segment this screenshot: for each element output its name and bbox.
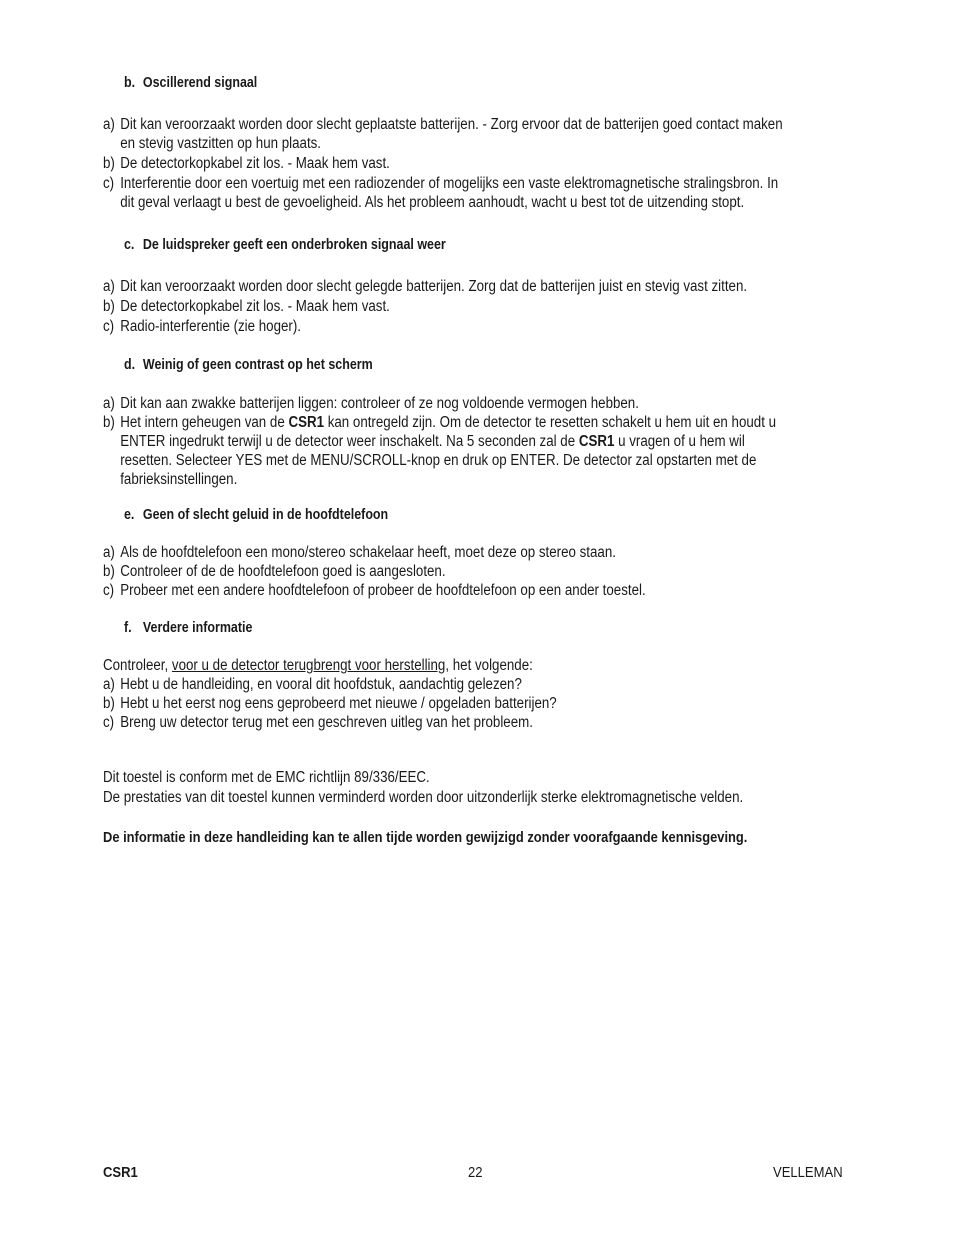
list-text: u vragen of u hem wil bbox=[614, 433, 745, 450]
list-text: De detectorkopkabel zit los. - Maak hem vast. bbox=[120, 155, 390, 172]
section-d-list bbox=[103, 394, 954, 489]
section-b-list bbox=[103, 115, 954, 212]
list-text: Dit kan aan zwakke batterijen liggen: controleer of ze nog voldoende vermogen hebben. bbox=[120, 395, 639, 412]
section-f-intro bbox=[103, 656, 533, 675]
list-text: resetten. Selecteer YES met de MENU/SCROLL-knop en druk op ENTER. De detector zal opstarten met de bbox=[120, 452, 757, 469]
list-letter: a) bbox=[103, 544, 115, 561]
footer-page-number: 22 bbox=[468, 1165, 483, 1181]
list-text: Probeer met een andere hoofdtelefoon of probeer de hoofdtelefoon op een ander toestel. bbox=[120, 582, 646, 599]
section-heading-e bbox=[124, 506, 388, 525]
list-text: kan ontregeld zijn. Om de detector te resetten schakelt u hem uit en houdt u bbox=[324, 414, 777, 431]
list-text: Als de hoofdtelefoon een mono/stereo schakelaar heeft, moet deze op stereo staan. bbox=[120, 544, 616, 561]
section-title: De luidspreker geeft een onderbroken signaal weer bbox=[142, 237, 446, 253]
list-item bbox=[103, 413, 860, 489]
list-item bbox=[103, 317, 860, 336]
list-letter: c) bbox=[103, 714, 115, 731]
list-text: De detectorkopkabel zit los. - Maak hem vast. bbox=[120, 298, 390, 315]
list-letter: b) bbox=[103, 414, 115, 431]
list-letter: b) bbox=[103, 695, 115, 712]
list-letter: b) bbox=[103, 155, 115, 172]
section-heading-d bbox=[124, 356, 373, 375]
compliance-line: De prestaties van dit toestel kunnen verminderd worden door uitzonderlijk sterke elektromagnetische velden. bbox=[103, 789, 744, 806]
section-heading-c bbox=[124, 236, 446, 255]
list-letter: c) bbox=[103, 582, 115, 599]
list-text: Radio-interferentie (zie hoger). bbox=[120, 318, 301, 335]
list-text: Dit kan veroorzaakt worden door slecht geplaatste batterijen. - Zorg ervoor dat de batterijen goed contact maken bbox=[120, 116, 783, 133]
list-text: ENTER ingedrukt terwijl u de detector weer inschakelt. Na 5 seconden zal de bbox=[120, 433, 579, 450]
list-item bbox=[103, 675, 860, 694]
section-number: c. bbox=[124, 237, 135, 253]
intro-underlined: voor u de detector terugbrengt voor herstelling, bbox=[171, 657, 450, 674]
list-item bbox=[103, 713, 860, 732]
section-number: b. bbox=[124, 75, 136, 91]
list-item bbox=[103, 154, 860, 173]
list-text: Dit kan veroorzaakt worden door slecht gelegde batterijen. Zorg dat de batterijen juist en stevig vast zitten. bbox=[120, 278, 748, 295]
list-letter: a) bbox=[103, 116, 115, 133]
section-f-list bbox=[103, 675, 954, 732]
list-item bbox=[103, 562, 860, 581]
list-item bbox=[103, 394, 860, 413]
list-letter: b) bbox=[103, 563, 115, 580]
change-notice: De informatie in deze handleiding kan te allen tijde worden gewijzigd zonder voorafgaande kennisgeving. bbox=[103, 829, 748, 846]
footer-model: CSR1 bbox=[103, 1165, 138, 1181]
section-heading-b bbox=[124, 74, 257, 93]
list-text: Hebt u het eerst nog eens geprobeerd met nieuwe / opgeladen batterijen? bbox=[120, 695, 557, 712]
section-number: e. bbox=[124, 507, 135, 523]
section-title: Oscillerend signaal bbox=[142, 75, 258, 91]
footer-brand: VELLEMAN bbox=[773, 1165, 843, 1181]
list-letter: c) bbox=[103, 175, 115, 192]
list-letter: a) bbox=[103, 676, 115, 693]
model-name: CSR1 bbox=[288, 414, 325, 431]
list-item bbox=[103, 543, 860, 562]
list-item bbox=[103, 297, 860, 316]
section-title: Verdere informatie bbox=[142, 620, 253, 636]
list-item bbox=[103, 115, 860, 153]
model-name: CSR1 bbox=[578, 433, 615, 450]
list-item bbox=[103, 174, 860, 212]
list-text: dit geval verlaagt u best de gevoeligheid. Als het probleem aanhoudt, wacht u best tot de uitzending stopt. bbox=[120, 194, 745, 211]
list-item bbox=[103, 694, 860, 713]
list-item bbox=[103, 277, 860, 296]
section-title: Geen of slecht geluid in de hoofdtelefoon bbox=[142, 507, 389, 523]
list-letter: a) bbox=[103, 395, 115, 412]
list-letter: a) bbox=[103, 278, 115, 295]
section-e-list bbox=[103, 543, 954, 600]
list-letter: c) bbox=[103, 318, 115, 335]
list-letter: b) bbox=[103, 298, 115, 315]
list-text: Interferentie door een voertuig met een radiozender of mogelijks een vaste elektromagnetische stralingsbron. In bbox=[120, 175, 779, 192]
section-title: Weinig of geen contrast op het scherm bbox=[142, 357, 373, 373]
section-heading-f bbox=[124, 619, 252, 638]
list-text: fabrieksinstellingen. bbox=[120, 471, 238, 488]
list-text: Breng uw detector terug met een geschreven uitleg van het probleem. bbox=[120, 714, 533, 731]
list-text: en stevig vastzitten op hun plaats. bbox=[120, 135, 322, 152]
list-text: Hebt u de handleiding, en vooral dit hoofdstuk, aandachtig gelezen? bbox=[120, 676, 522, 693]
intro-text: Controleer, bbox=[103, 657, 172, 674]
intro-text: het volgende: bbox=[449, 657, 533, 674]
list-item bbox=[103, 581, 860, 600]
list-text: Controleer of de de hoofdtelefoon goed is aangesloten. bbox=[120, 563, 446, 580]
section-number: d. bbox=[124, 357, 136, 373]
section-c-list bbox=[103, 277, 954, 336]
list-text: Het intern geheugen van de bbox=[120, 414, 289, 431]
compliance-line: Dit toestel is conform met de EMC richtlijn 89/336/EEC. bbox=[103, 769, 430, 786]
section-number: f. bbox=[124, 620, 132, 636]
